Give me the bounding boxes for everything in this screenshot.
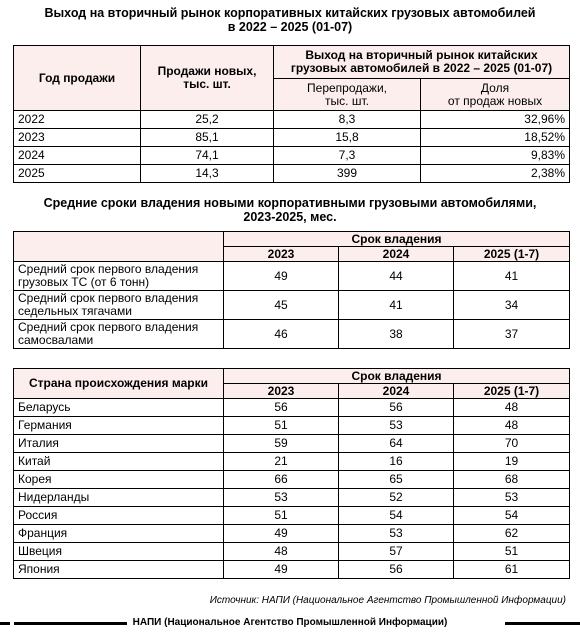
cell-value: 34 [454, 291, 570, 320]
cell-value: 59 [224, 435, 339, 453]
table1-title-line1: Выход на вторичный рынок корпоративных китайских грузовых автомобилей [44, 6, 536, 20]
cell-value: 49 [224, 561, 339, 579]
cell-new: 74,1 [141, 147, 274, 165]
header-share: Доля от продаж новых [421, 79, 570, 111]
cell-value: 56 [339, 561, 454, 579]
cell-value: 62 [454, 525, 570, 543]
header-year-2025: 2025 (1-7) [454, 384, 570, 399]
country-ownership-table [13, 368, 570, 579]
table-row [14, 453, 570, 471]
cell-value: 70 [454, 435, 570, 453]
cell-new: 25,2 [141, 111, 274, 129]
ownership-period-table [13, 231, 570, 349]
header-year-2024: 2024 [339, 384, 454, 399]
table-row [14, 489, 570, 507]
table-row [14, 262, 570, 291]
cell-share: 9,83% [421, 147, 570, 165]
cell-country: Германия [14, 417, 224, 435]
table2-title-line2: 2023-2025, мес. [243, 210, 337, 224]
table-row [14, 320, 570, 349]
cell-share: 18,52% [421, 129, 570, 147]
source-note: Источник: НАПИ (Национальное Агентство Промышленной Информации) [209, 595, 566, 606]
cell-country: Беларусь [14, 399, 224, 417]
header-resales: Перепродажи, тыс. шт. [274, 79, 421, 111]
table-row [14, 543, 570, 561]
table-row [14, 471, 570, 489]
table-row [14, 399, 570, 417]
cell-value: 19 [454, 453, 570, 471]
cell-value: 53 [339, 525, 454, 543]
header-new-sales: Продажи новых, тыс. шт. [141, 46, 274, 111]
table1-title-line2: в 2022 – 2025 (01-07) [227, 20, 353, 34]
cell-resale: 8,3 [274, 111, 421, 129]
cell-country: Россия [14, 507, 224, 525]
header-country: Страна происхождения марки [14, 369, 224, 399]
header-empty [14, 232, 224, 262]
header-year-2023: 2023 [224, 247, 339, 262]
cell-value: 38 [339, 320, 454, 349]
header-year: Год продажи [14, 46, 141, 111]
cell-country: Корея [14, 471, 224, 489]
cell-value: 56 [339, 399, 454, 417]
table-row [14, 165, 570, 183]
footer-text: НАПИ (Национальное Агентство Промышленной Информации) [127, 617, 454, 628]
table-row [14, 129, 570, 147]
cell-year: 2022 [14, 111, 141, 129]
cell-value: 51 [454, 543, 570, 561]
footer-label [0, 617, 580, 628]
table1-title [0, 6, 580, 34]
cell-country: Япония [14, 561, 224, 579]
cell-value: 49 [224, 525, 339, 543]
row-label: Средний срок первого владения грузовых ТС (от 6 тонн) [14, 262, 224, 291]
cell-value: 16 [339, 453, 454, 471]
cell-value: 64 [339, 435, 454, 453]
cell-value: 46 [224, 320, 339, 349]
header-ownership-period: Срок владения [224, 369, 570, 384]
cell-value: 48 [224, 543, 339, 561]
table-row [14, 417, 570, 435]
table-row [14, 525, 570, 543]
row-label: Средний срок первого владения самосвалами [14, 320, 224, 349]
cell-value: 61 [454, 561, 570, 579]
cell-value: 53 [224, 489, 339, 507]
cell-value: 51 [224, 417, 339, 435]
cell-value: 44 [339, 262, 454, 291]
cell-value: 53 [339, 417, 454, 435]
cell-value: 21 [224, 453, 339, 471]
cell-value: 41 [339, 291, 454, 320]
cell-new: 85,1 [141, 129, 274, 147]
cell-value: 52 [339, 489, 454, 507]
cell-share: 2,38% [421, 165, 570, 183]
header-year-2024: 2024 [339, 247, 454, 262]
cell-value: 57 [339, 543, 454, 561]
cell-year: 2023 [14, 129, 141, 147]
row-label: Средний срок первого владения седельных тягачами [14, 291, 224, 320]
cell-new: 14,3 [141, 165, 274, 183]
cell-value: 53 [454, 489, 570, 507]
header-year-2025: 2025 (1-7) [454, 247, 570, 262]
table-row [14, 291, 570, 320]
cell-year: 2025 [14, 165, 141, 183]
cell-country: Швеция [14, 543, 224, 561]
cell-value: 49 [224, 262, 339, 291]
cell-resale: 15,8 [274, 129, 421, 147]
table-row [14, 147, 570, 165]
cell-value: 54 [339, 507, 454, 525]
cell-value: 65 [339, 471, 454, 489]
cell-resale: 7,3 [274, 147, 421, 165]
header-ownership-period: Срок владения [224, 232, 570, 247]
header-year-2023: 2023 [224, 384, 339, 399]
cell-year: 2024 [14, 147, 141, 165]
cell-value: 56 [224, 399, 339, 417]
table-row [14, 111, 570, 129]
header-secondary-group: Выход на вторичный рынок китайских грузовых автомобилей в 2022 – 2025 (01-07) [274, 46, 570, 79]
cell-value: 48 [454, 417, 570, 435]
cell-value: 48 [454, 399, 570, 417]
cell-country: Китай [14, 453, 224, 471]
cell-country: Италия [14, 435, 224, 453]
table-row [14, 507, 570, 525]
secondary-market-table [13, 45, 570, 183]
table2-title-line1: Средние сроки владения новыми корпоративными грузовыми автомобилями, [43, 196, 537, 210]
cell-value: 51 [224, 507, 339, 525]
table-row [14, 561, 570, 579]
table2-title [0, 196, 580, 224]
cell-value: 45 [224, 291, 339, 320]
cell-value: 41 [454, 262, 570, 291]
cell-value: 68 [454, 471, 570, 489]
cell-value: 37 [454, 320, 570, 349]
cell-resale: 399 [274, 165, 421, 183]
cell-value: 54 [454, 507, 570, 525]
table-row [14, 435, 570, 453]
cell-country: Франция [14, 525, 224, 543]
cell-country: Нидерланды [14, 489, 224, 507]
cell-value: 66 [224, 471, 339, 489]
cell-share: 32,96% [421, 111, 570, 129]
